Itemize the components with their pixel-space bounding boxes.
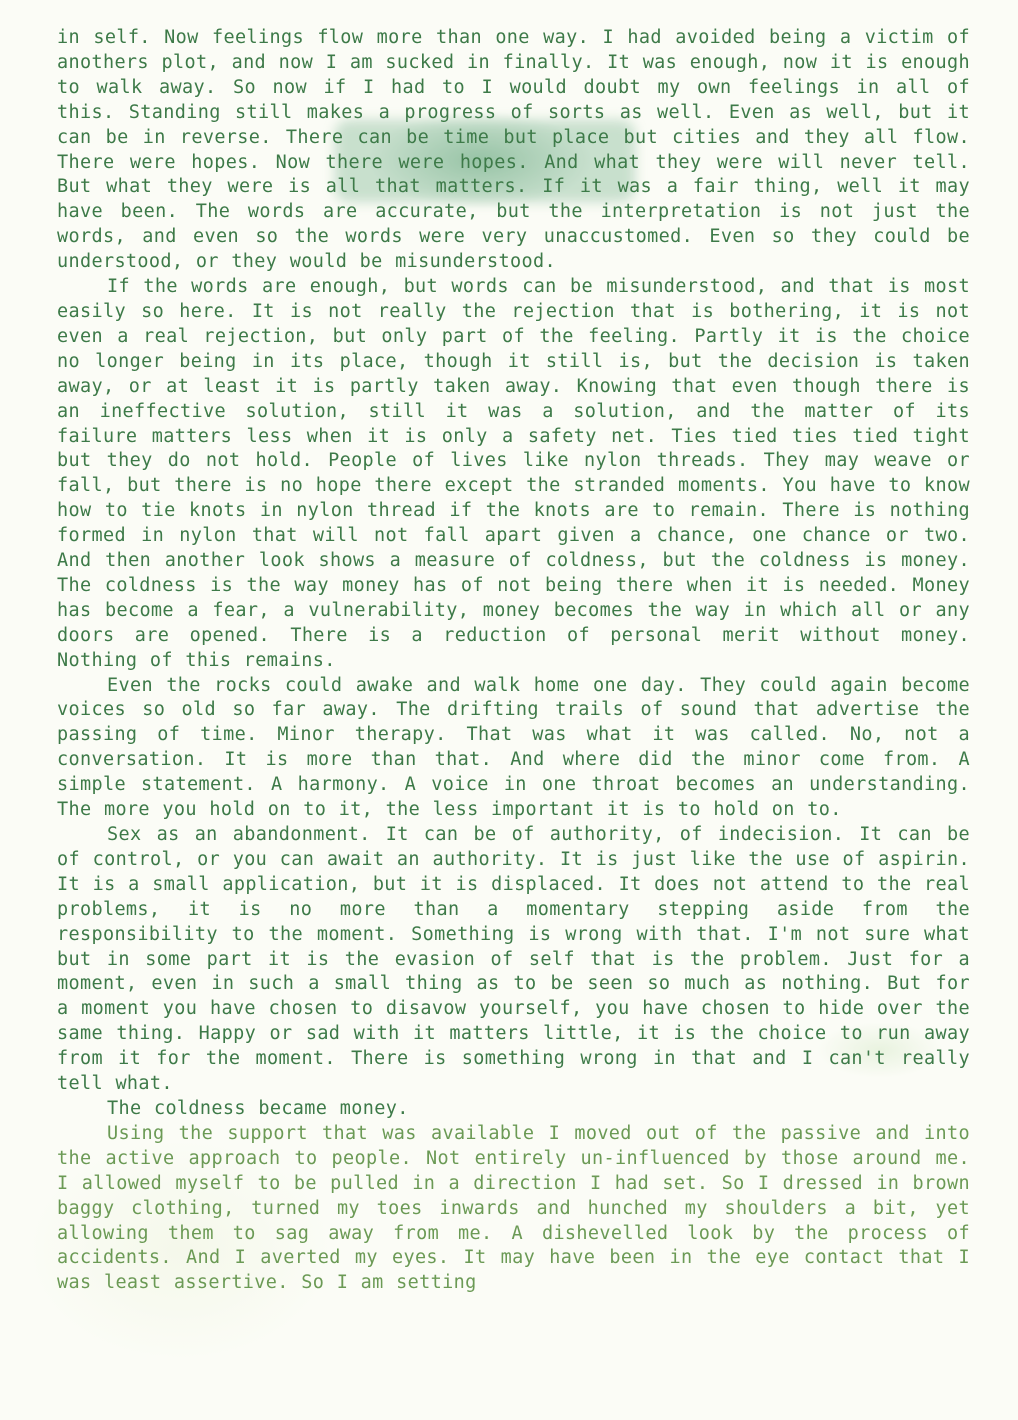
paragraph-6: Using the support that was available I moved out of the passive and into the active approach to people. Not entirely un-influenced by those around me. I allowed myself to be pulled in a direction I had set. So I dressed in brown baggy clothing, turned my toes inwards and hunched my shoulders a bit, yet allowing them to sag away from me. A dishevelled look by the process of accidents. And I averted my eyes. It may have been in the eye contact that I was least assertive. So I am setting: [57, 1122, 970, 1294]
typewritten-text: [57, 26, 970, 1296]
paragraph-3: Even the rocks could awake and walk home one day. They could again become voices so old so far away. The drifting trails of sound that advertise the passing of time. Minor therapy. That was what it was called. No, not a conversation. It is more than that. And where did the minor come from. A simple statement. A harmony. A voice in one throat becomes an understanding. The more you hold on to it, the less important it is to hold on to.: [57, 674, 970, 821]
paragraph-1: in self. Now feelings flow more than one way. I had avoided being a victim of anothers plot, and now I am sucked in finally. It was enough, now it is enough to walk away. So now if I had to I would doubt my own feelings in all of this. Standing still makes a progress of sorts as well. Even as well, but it can be in reverse. There can be time but place but cities and they all flow. There were hopes. Now there were hopes. And what they were will never tell. But what they were is all that matters. If it was a fair thing, well it may have been. The words are accurate, but the interpretation is not just the words, and even so the words were very unaccustomed. Even so they could be understood, or they would be misunderstood.: [57, 27, 970, 273]
paragraph-5: The coldness became money.: [107, 1097, 409, 1119]
paragraph-2: If the words are enough, but words can be misunderstood, and that is most easily so here. It is not really the rejection that is bothering, it is not even a real rejection, but only part of the feeling. Partly it is the choice no longer being in its place, though it still is, but the decision is taken away, or at least it is partly taken away. Knowing that even though there is an ineffective solution, still it was a solution, and the matter of its failure matters less when it is only a safety net. Ties tied ties tied tight but they do not hold. People of lives like nylon threads. They may weave or fall, but there is no hope there except the stranded moments. You have to know how to tie knots in nylon thread if the knots are to remain. There is nothing formed in nylon that will not fall apart given a chance, one chance or two. And then another look shows a measure of coldness, but the coldness is money. The coldness is the way money has of not being there when it is needed. Money has become a fear, a vulnerability, money becomes the way in which all or any doors are opened. There is a reduction of personal merit without money. Nothing of this remains.: [57, 276, 970, 671]
paragraph-4: Sex as an abandonment. It can be of authority, of indecision. It can be of control, or you can await an authority. It is just like the use of aspirin. It is a small application, but it is displaced. It does not attend to the real problems, it is no more than a momentary stepping aside from the responsibility to the moment. Something is wrong with that. I'm not sure what but in some part it is the evasion of self that is the problem. Just for a moment, even in such a small thing as to be seen so much as nothing. But for a moment you have chosen to disavow yourself, you have chosen to hide over the same thing. Happy or sad with it matters little, it is the choice to run away from it for the moment. There is something wrong in that and I can't really tell what.: [57, 824, 970, 1095]
